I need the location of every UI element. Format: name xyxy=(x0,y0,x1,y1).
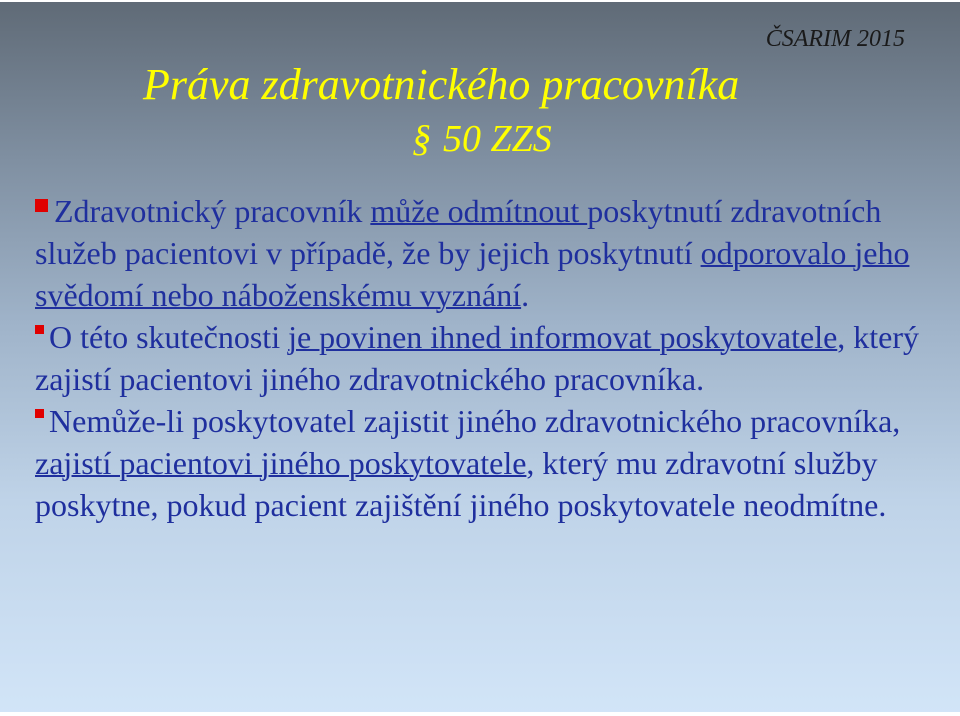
red-square-bullet-icon xyxy=(35,325,44,334)
segment-underlined: je povinen ihned informovat poskytovatele xyxy=(288,319,838,355)
bottom-border xyxy=(0,712,960,716)
subtitle-text: 50 ZZS xyxy=(443,118,552,160)
red-square-bullet-icon xyxy=(35,199,48,212)
segment: . xyxy=(521,277,530,313)
paragraph-3 xyxy=(35,400,940,526)
segment-underlined: zajistí pacientovi jiného poskytovatele xyxy=(35,445,527,481)
slide-subtitle xyxy=(412,117,552,161)
paragraph-2 xyxy=(35,316,940,400)
slide-body xyxy=(35,190,940,526)
segment: Nemůže-li poskytovatel zajistit jiného zdravotnického pracovníka, xyxy=(49,403,901,439)
paragraph-1 xyxy=(35,190,940,316)
corner-tag: ČSARIM 2015 xyxy=(765,26,905,52)
slide-title: Práva zdravotnického pracovníka xyxy=(143,60,740,109)
segment: Zdravotnický pracovník xyxy=(54,193,371,229)
red-square-bullet-icon xyxy=(35,409,44,418)
segment: , který zajistí pacientovi jiného zdravotnického pracovníka. xyxy=(35,319,920,397)
segment: , který mu zdravotní služby poskytne, pokud pacient zajištění jiného poskytovatele neodmítne. xyxy=(35,445,887,523)
segment-underlined: může odmítnout xyxy=(370,193,588,229)
segment: poskytnutí zdravotních služeb pacientovi v případě, že by jejich poskytnutí xyxy=(35,193,882,271)
segment-underlined: odporovalo jeho svědomí nebo náboženskému vyznání xyxy=(35,235,910,313)
section-sign: § xyxy=(412,118,431,160)
top-border xyxy=(0,0,960,2)
segment: O této skutečnosti xyxy=(49,319,289,355)
